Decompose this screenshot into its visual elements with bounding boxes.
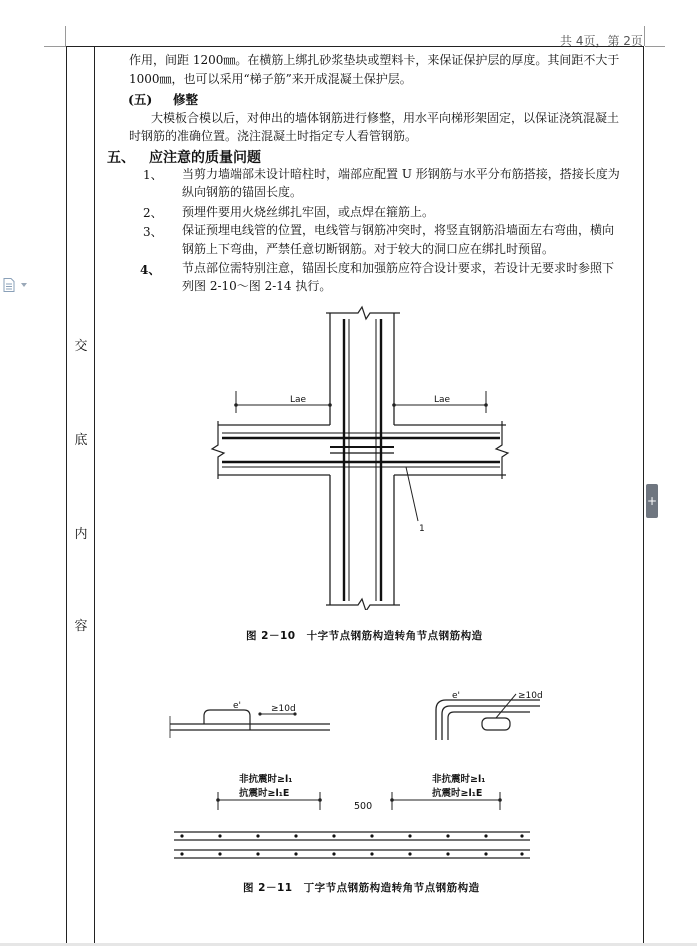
list-item-number: 2、 — [143, 206, 163, 220]
section-title: 应注意的质量问题 — [149, 150, 261, 166]
paragraph-line: 作用，间距 1200㎜。在横筋上绑扎砂浆垫块或塑料卡，来保证保护层的厚度。其间距不大于 — [129, 53, 620, 67]
figure-caption: 图 2－11 丁字节点钢筋构造转角节点钢筋构造 — [243, 882, 480, 894]
list-item-number: 1、 — [143, 168, 163, 182]
list-item-line: 节点部位需特别注意，锚固长度和加强筋应符合设计要求，若设计无要求时参照下 — [182, 261, 615, 275]
list-item-line: 保证预埋电线管的位置，电线管与钢筋冲突时，将竖直钢筋沿墙面左右弯曲，横向 — [182, 223, 615, 237]
crop-mark-top-left-h — [44, 46, 66, 47]
list-item-line: 当剪力墙端部未设计暗柱时，端部应配置 U 形钢筋与水平分布筋搭接，搭接长度为 — [182, 167, 620, 181]
dimension-label: 抗震时≥l₁E — [432, 788, 483, 799]
label-char-3: 内 — [74, 527, 88, 542]
figure-cross-joint — [210, 305, 510, 610]
paragraph-line: 大模板合模以后，对伸出的墙体钢筋进行修整，用水平向梯形架固定，以保证浇筑混凝土 — [151, 111, 620, 125]
list-item-line: 钢筋上下弯曲，严禁任意切断钢筋。对于较大的洞口应在绑扎时预留。 — [182, 242, 555, 256]
subsection-title: 修整 — [173, 92, 199, 107]
crop-mark-top-right-v — [644, 26, 645, 46]
list-item-line: 预埋件要用火烧丝绑扎牢固，或点焊在箍筋上。 — [182, 205, 435, 219]
label-char-2: 底 — [74, 433, 88, 448]
label-column — [67, 47, 95, 945]
dimension-label: ≥10d — [518, 691, 543, 701]
label-char-4: 容 — [74, 619, 88, 634]
page-info: 共 4页，第 2页 — [560, 34, 643, 48]
dimension-label: ≥10d — [271, 704, 296, 714]
subsection-number: (五) — [128, 92, 153, 107]
crop-mark-top-left-v — [65, 26, 66, 46]
dimension-label: 抗震时≥l₁E — [239, 788, 290, 799]
chevron-down-icon[interactable] — [21, 283, 27, 287]
expand-side-tab[interactable]: + — [646, 484, 658, 518]
section-number: 五、 — [107, 150, 135, 166]
callout-label: 1 — [419, 524, 425, 534]
paragraph-line: 1000㎜，也可以采用“梯子筋”来开成混凝土保护层。 — [129, 72, 412, 86]
dimension-label: Lae — [434, 395, 451, 405]
paragraph-line: 时钢筋的准确位置。浇注混凝土时指定专人看管钢筋。 — [129, 129, 418, 143]
crop-mark-top-right-h — [645, 46, 665, 47]
dimension-label: 非抗震时≥l₁ — [239, 774, 293, 785]
label-char-1: 交 — [74, 339, 88, 354]
list-item-line: 列图 2-10～图 2-14 执行。 — [182, 279, 332, 293]
dimension-label: e' — [233, 701, 242, 711]
dimension-label: 500 — [354, 801, 373, 812]
figure-caption: 图 2－10 十字节点钢筋构造转角节点钢筋构造 — [246, 630, 483, 642]
list-item-line: 纵向钢筋的锚固长度。 — [182, 185, 303, 199]
dimension-label: e' — [452, 691, 461, 701]
document-icon[interactable] — [3, 278, 15, 292]
list-item-number: 3、 — [143, 225, 163, 239]
dimension-label: 非抗震时≥l₁ — [432, 774, 486, 785]
list-item-number: 4、 — [140, 263, 161, 277]
dimension-label: Lae — [290, 395, 307, 405]
